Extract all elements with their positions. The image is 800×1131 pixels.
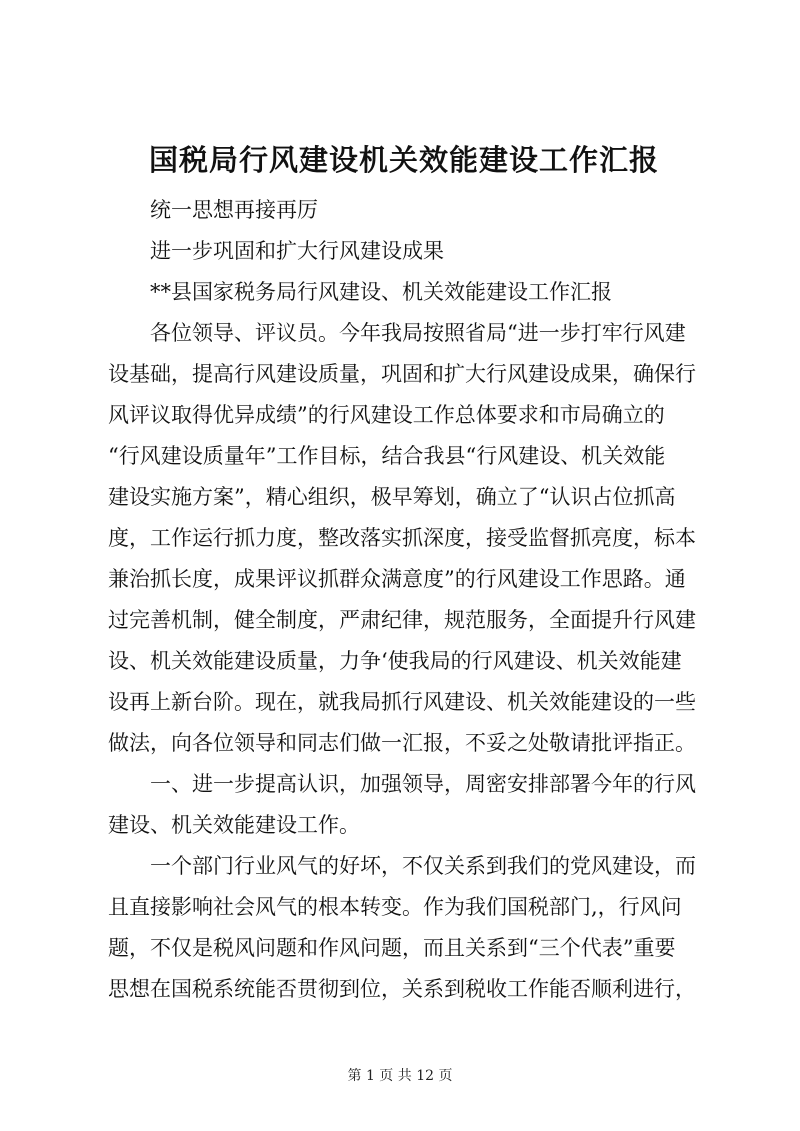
subtitle-line-2: 进一步巩固和扩大行风建设成果 [150,239,444,263]
body-line: 思想在国税系统能否贯彻到位，关系到税收工作能否顺利进行， [108,977,696,1001]
page-footer: 第 1 页 共 12 页 [347,1068,453,1084]
body-line: 设、机关效能建设质量，力争‘使我局的行风建设、机关效能建 [108,649,682,673]
body-line: 做法，向各位领导和同志们做一汇报，不妥之处敬请批评指正。 [108,731,696,755]
body-line: 度，工作运行抓力度，整改落实抓深度，接受监督抓亮度，标本 [108,526,696,550]
body-line: 风评议取得优异成绩”的行风建设工作总体要求和市局确立的 [108,403,665,427]
body-line: 设基础，提高行风建设质量，巩固和扩大行风建设成果，确保行 [108,362,696,386]
body-line: 过完善机制，健全制度，严肃纪律，规范服务，全面提升行风建 [108,608,696,632]
body-line: “行风建设质量年”工作目标，结合我县“行风建设、机关效能 [108,444,666,468]
body-line: 建设实施方案”，精心组织，极早筹划，确立了“认识占位抓高 [108,485,676,509]
subtitle-line-1: 统一思想再接再厉 [150,198,318,222]
body-line: 题，不仅是税风问题和作风问题，而且关系到“三个代表”重要 [108,936,676,960]
body-line: 兼治抓长度，成果评议抓群众满意度”的行风建设工作思路。通 [108,567,686,591]
report-heading: **县国家税务局行风建设、机关效能建设工作汇报 [150,280,612,304]
section-heading: 一、进一步提高认识，加强领导，周密安排部署今年的行风 [150,772,696,796]
section-heading-continuation: 建设、机关效能建设工作。 [108,813,360,837]
body-line: 各位领导、评议员。今年我局按照省局“进一步打牢行风建 [150,321,686,345]
body-line: 且直接影响社会风气的根本转变。作为我们国税部门,，行风问 [108,895,682,919]
body-line: 一个部门行业风气的好坏，不仅关系到我们的党风建设，而 [150,854,696,878]
body-line: 设再上新台阶。现在，就我局抓行风建设、机关效能建设的一些 [108,690,696,714]
document-title: 国税局行风建设机关效能建设工作汇报 [148,143,659,177]
